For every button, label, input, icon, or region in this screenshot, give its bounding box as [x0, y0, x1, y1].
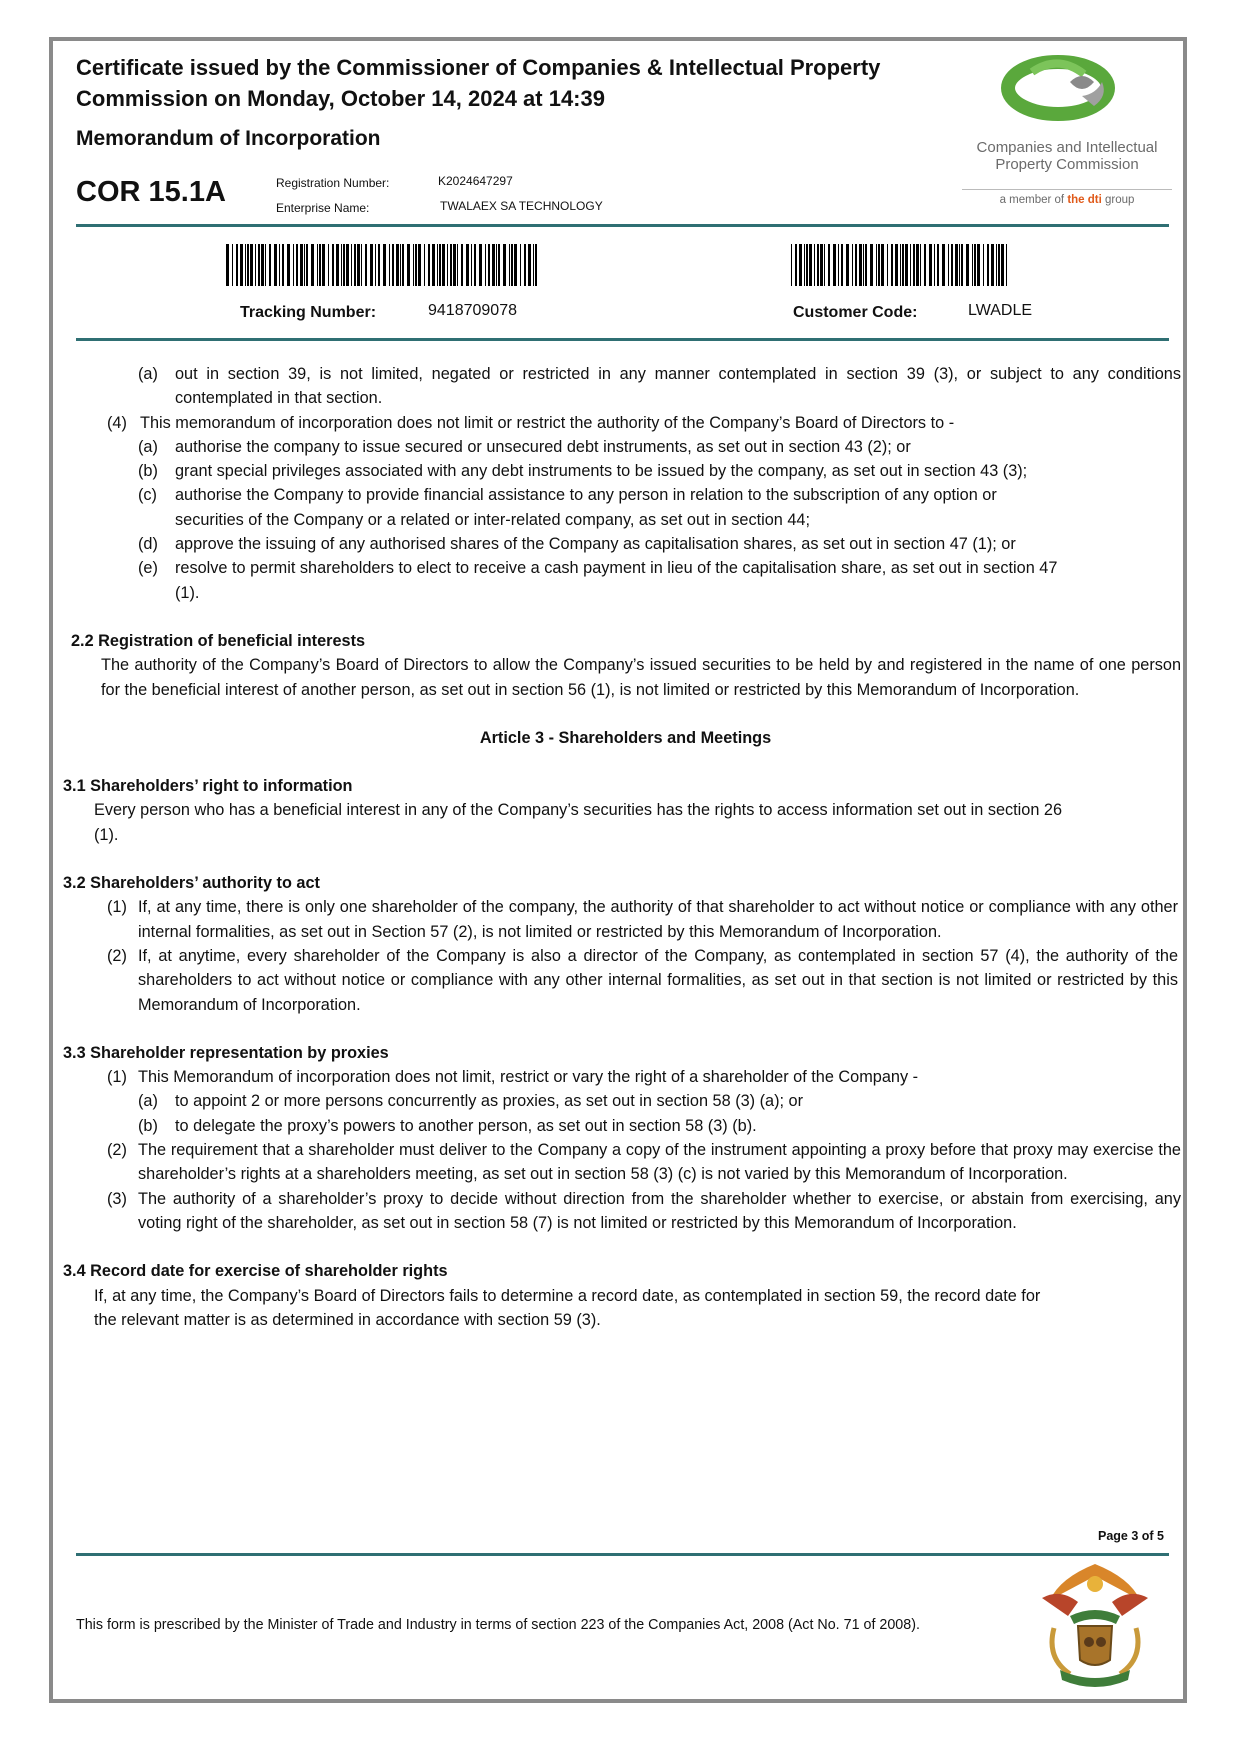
section-2-2-text: The authority of the Company’s Board of Directors to allow the Company’s issued securities to be held by and registered in the name of one person for the beneficial interest of another person, as set out in section 56 (1), is not limited or restricted by this Memorandum of Incorporation. [101, 656, 1181, 699]
list-item: (2) If, at anytime, every shareholder of the Company is also a director of the Company, as contemplated in section 57 (4), the authority of the shareholders to act without notice or compliance with any other internal formalities, as set out in that section is not limited or restricted by this Memorandum of Incorporation. [107, 946, 1178, 1014]
section-3-1-heading: 3.1 Shareholders’ right to information [63, 777, 353, 796]
logo-member-line: a member of the dti group [962, 189, 1172, 206]
clause-4-items [0, 435, 1240, 605]
section-3-2-heading: 3.2 Shareholders’ authority to act [63, 874, 320, 893]
section-3-1-text: Every person who has a beneficial interest in any of the Company’s securities has the rights to access information set out in section 26 (1). [94, 801, 1063, 844]
footer-rule [76, 1553, 1169, 1556]
enterprise-label: Enterprise Name: [276, 201, 370, 215]
list-item: (e) resolve to permit shareholders to elect to receive a cash payment in lieu of the capitalisation share, as set out in section 47 (1). [138, 559, 1058, 602]
section-3-4-heading: 3.4 Record date for exercise of shareholder rights [63, 1262, 448, 1281]
enterprise-value: TWALAEX SA TECHNOLOGY [440, 199, 603, 213]
customer-barcode [791, 244, 1009, 286]
footer-note: This form is prescribed by the Minister of Trade and Industry in terms of section 223 of the Companies Act, 2008 (Act No. 71 of 2008). [76, 1617, 920, 1633]
clause-4: (4) This memorandum of incorporation does not limit or restrict the authority of the Company’s Board of Directors to - [107, 413, 955, 432]
list-item: (c) authorise the Company to provide financial assistance to any person in relation to the subscription of any option or securities of the Company or a related or inter-related company, as set out in section 44; [138, 486, 997, 529]
tracking-label: Tracking Number: [240, 304, 377, 321]
coat-of-arms [1030, 1558, 1160, 1690]
barcode-rule [76, 338, 1169, 341]
list-item: (2) The requirement that a shareholder must deliver to the Company a copy of the instrument appointing a proxy before that proxy may exercise the shareholder’s rights at a shareholders meeting, as set out in section 58 (3) (c) is not varied by this Memorandum of Incorporation. [107, 1141, 1181, 1184]
list-item: (1) This Memorandum of incorporation does not limit, restrict or vary the right of a shareholder of the Company - [107, 1068, 919, 1087]
cipc-logo [962, 52, 1172, 212]
list-item: (d) approve the issuing of any authorised shares of the Company as capitalisation shares, as set out in section 47 (1); or [138, 535, 1016, 554]
logo-line-1: Companies and Intellectual [976, 139, 1158, 156]
form-code: COR 15.1A [76, 176, 226, 208]
coat-of-arms-icon [1030, 1558, 1160, 1690]
section-3-4-text: If, at any time, the Company’s Board of Directors fails to determine a record date, as contemplated in section 59, the record date for the relevant matter is as determined in accordance with section 59 (3). [94, 1286, 1041, 1329]
registration-label: Registration Number: [276, 176, 390, 190]
tracking-barcode [226, 244, 538, 286]
document-body [0, 362, 1240, 1332]
list-item: (1) If, at any time, there is only one shareholder of the company, the authority of that shareholder to act without notice or compliance with any other internal formalities, as set out in Section 57 (2), is not limited or restricted by this Memorandum of Incorporation. [107, 898, 1178, 941]
registration-value: K2024647297 [438, 174, 513, 188]
article-3-heading: Article 3 - Shareholders and Meetings [479, 728, 772, 747]
list-item: (a) to appoint 2 or more persons concurrently as proxies, as set out in section 58 (3) (a); or [138, 1092, 804, 1111]
clause-a-continued: (a) out in section 39, is not limited, negated or restricted in any manner contemplated in section 39 (3), or subject to any conditions contemplated in that section. [138, 365, 1181, 408]
page-number: Page 3 of 5 [1098, 1529, 1164, 1543]
section-2-2-heading: 2.2 Registration of beneficial interests [71, 631, 366, 650]
list-item: (b) grant special privileges associated with any debt instruments to be issued by the company, as set out in section 43 (3); [138, 462, 1028, 481]
cipc-logo-mark-icon [962, 52, 1172, 212]
list-item: (b) to delegate the proxy’s powers to another person, as set out in section 58 (3) (b). [138, 1116, 757, 1135]
customer-label: Customer Code: [793, 304, 918, 321]
document-subtitle: Memorandum of Incorporation [76, 127, 381, 150]
customer-value: LWADLE [968, 302, 1033, 319]
list-item: (3) The authority of a shareholder’s proxy to decide without direction from the shareholder whether to exercise, or abstain from exercising, any voting right of the shareholder, as set out in section 58 (7) is not limited or restricted by this Memorandum of Incorporation. [107, 1189, 1181, 1232]
certificate-title: Certificate issued by the Commissioner of Companies & Intellectual Property Commission on Monday, October 14, 2024 at 14:39 [76, 55, 881, 111]
tracking-value: 9418709078 [428, 302, 517, 319]
section-3-3-heading: 3.3 Shareholder representation by proxies [63, 1043, 389, 1062]
logo-line-2: Property Commission [995, 156, 1139, 173]
header-rule [76, 224, 1169, 227]
list-item: (a) authorise the company to issue secured or unsecured debt instruments, as set out in section 43 (2); or [138, 437, 911, 456]
